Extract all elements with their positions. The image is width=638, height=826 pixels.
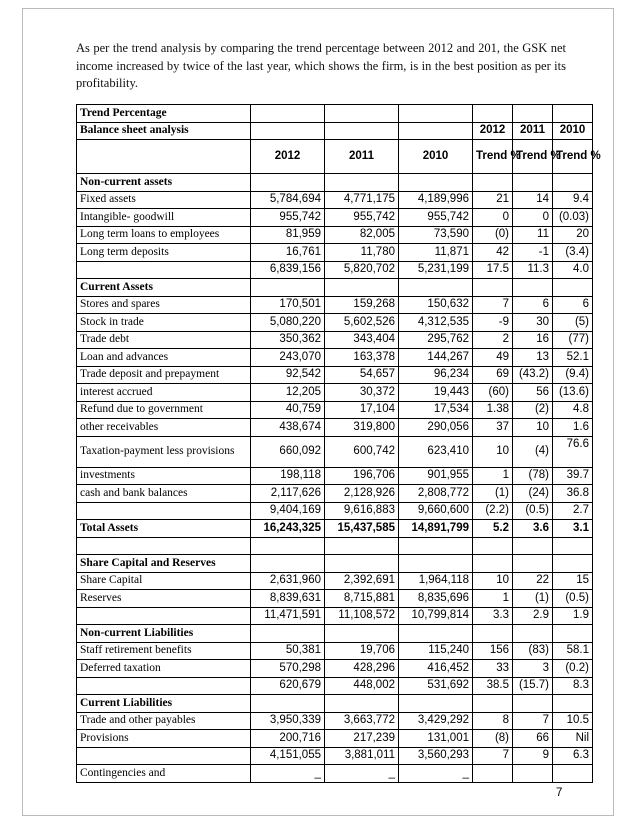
trend-cell: (3.4)	[553, 244, 593, 262]
trend-cell: 1.9	[553, 607, 593, 625]
value-cell: 10,799,814	[399, 607, 473, 625]
row-label	[77, 677, 251, 695]
trend-cell: (83)	[513, 642, 553, 660]
value-cell: 290,056	[399, 419, 473, 437]
value-cell: 3,950,339	[251, 712, 325, 730]
value-cell: 131,001	[399, 730, 473, 748]
trend-cell: 0	[513, 209, 553, 227]
trend-cell: (1)	[513, 590, 553, 608]
value-cell: 17,534	[399, 401, 473, 419]
trend-cell: (0.5)	[553, 590, 593, 608]
trend-cell: 6.3	[553, 747, 593, 765]
trend-cell: 10	[473, 572, 513, 590]
value-cell: 1,964,118	[399, 572, 473, 590]
value-cell: 50,381	[251, 642, 325, 660]
value-cell: 96,234	[399, 366, 473, 384]
page-number: 7	[556, 787, 563, 799]
value-cell: 3,429,292	[399, 712, 473, 730]
trend-cell: (15.7)	[513, 677, 553, 695]
section-label: Non-current assets	[77, 174, 251, 192]
trend-cell: 1.6	[553, 419, 593, 437]
trend-cell: 69	[473, 366, 513, 384]
value-cell: 8,839,631	[251, 590, 325, 608]
trend-cell: 17.5	[473, 261, 513, 279]
section-header-row	[77, 555, 593, 573]
table-subtitle: Balance sheet analysis	[77, 122, 251, 140]
trend-cell	[473, 765, 513, 783]
value-cell: 8,835,696	[399, 590, 473, 608]
value-cell: 2,128,926	[325, 485, 399, 503]
value-cell: _	[325, 765, 399, 783]
row-label: Contingencies and	[77, 765, 251, 783]
table-row	[77, 314, 593, 332]
section-header-row	[77, 279, 593, 297]
value-cell: 16,761	[251, 244, 325, 262]
table-row	[77, 677, 593, 695]
year-header: 2012	[251, 140, 325, 174]
trend-cell: 2	[473, 331, 513, 349]
value-cell: 14,891,799	[399, 520, 473, 538]
value-cell: 144,267	[399, 349, 473, 367]
row-label	[77, 747, 251, 765]
table-row	[77, 331, 593, 349]
value-cell: 343,404	[325, 331, 399, 349]
table-row	[77, 642, 593, 660]
value-cell: 159,268	[325, 296, 399, 314]
trend-cell: 7	[513, 712, 553, 730]
trend-cell: (2)	[513, 401, 553, 419]
trend-cell: 49	[473, 349, 513, 367]
value-cell: 30,372	[325, 384, 399, 402]
row-label: Long term deposits	[77, 244, 251, 262]
table-row	[77, 765, 593, 783]
trend-cell: 5.2	[473, 520, 513, 538]
table-row	[77, 419, 593, 437]
trend-cell: -1	[513, 244, 553, 262]
value-cell: 4,312,535	[399, 314, 473, 332]
trend-cell: (24)	[513, 485, 553, 503]
trend-cell: Nil	[553, 730, 593, 748]
section-label: Non-current Liabilities	[77, 625, 251, 643]
value-cell: 17,104	[325, 401, 399, 419]
trend-cell: 30	[513, 314, 553, 332]
trend-cell: (0)	[473, 226, 513, 244]
trend-cell: (0.5)	[513, 502, 553, 520]
row-label: investments	[77, 467, 251, 485]
section-label: Current Liabilities	[77, 695, 251, 713]
value-cell: 955,742	[399, 209, 473, 227]
trend-cell: 15	[553, 572, 593, 590]
trend-cell: 3.3	[473, 607, 513, 625]
value-cell: 11,780	[325, 244, 399, 262]
value-cell: 9,616,883	[325, 502, 399, 520]
value-cell: 448,002	[325, 677, 399, 695]
row-label: Intangible- goodwill	[77, 209, 251, 227]
trend-cell: 9.4	[553, 191, 593, 209]
value-cell: 3,560,293	[399, 747, 473, 765]
value-cell: _	[251, 765, 325, 783]
blank-row	[77, 537, 593, 555]
section-header-row	[77, 625, 593, 643]
value-cell: 955,742	[251, 209, 325, 227]
value-cell: 11,871	[399, 244, 473, 262]
trend-cell: (0.03)	[553, 209, 593, 227]
table-row	[77, 590, 593, 608]
value-cell: 319,800	[325, 419, 399, 437]
row-label: Refund due to government	[77, 401, 251, 419]
table-row	[77, 244, 593, 262]
row-label: Fixed assets	[77, 191, 251, 209]
table-row	[77, 660, 593, 678]
row-label: Trade debt	[77, 331, 251, 349]
trend-cell: (13.6)	[553, 384, 593, 402]
value-cell: 570,298	[251, 660, 325, 678]
trend-percentage-table	[76, 104, 601, 783]
value-cell: 115,240	[399, 642, 473, 660]
trend-cell: 52.1	[553, 349, 593, 367]
value-cell: 2,117,626	[251, 485, 325, 503]
value-cell: 163,378	[325, 349, 399, 367]
trend-cell: 58.1	[553, 642, 593, 660]
table-row	[77, 747, 593, 765]
trend-cell: (78)	[513, 467, 553, 485]
value-cell: 660,092	[251, 436, 325, 467]
value-cell: 3,663,772	[325, 712, 399, 730]
trend-cell: 16	[513, 331, 553, 349]
table-row	[77, 384, 593, 402]
trend-cell: 1	[473, 590, 513, 608]
table-row	[77, 607, 593, 625]
table-row	[77, 209, 593, 227]
trend-cell: 10	[513, 419, 553, 437]
trend-cell: 7	[473, 296, 513, 314]
value-cell: 5,784,694	[251, 191, 325, 209]
value-cell: 11,471,591	[251, 607, 325, 625]
trend-cell: (4)	[513, 436, 553, 467]
trend-cell: (1)	[473, 485, 513, 503]
value-cell: 531,692	[399, 677, 473, 695]
trend-cell: 42	[473, 244, 513, 262]
row-label: Share Capital	[77, 572, 251, 590]
value-cell: 8,715,881	[325, 590, 399, 608]
trend-cell: 9	[513, 747, 553, 765]
value-cell: 4,151,055	[251, 747, 325, 765]
row-label: Deferred taxation	[77, 660, 251, 678]
trend-cell: 39.7	[553, 467, 593, 485]
table-row	[77, 366, 593, 384]
value-cell: 955,742	[325, 209, 399, 227]
row-label: Trade and other payables	[77, 712, 251, 730]
value-cell: 6,839,156	[251, 261, 325, 279]
table-row	[77, 226, 593, 244]
trend-cell: (2.2)	[473, 502, 513, 520]
trend-cell: 1.38	[473, 401, 513, 419]
value-cell: 901,955	[399, 467, 473, 485]
table-row	[77, 730, 593, 748]
trend-cell: (77)	[553, 331, 593, 349]
trend-cell: (43.2)	[513, 366, 553, 384]
trend-cell: 66	[513, 730, 553, 748]
trend-cell: 0	[473, 209, 513, 227]
section-label: Current Assets	[77, 279, 251, 297]
trend-cell: 4.8	[553, 401, 593, 419]
value-cell: 620,679	[251, 677, 325, 695]
table-row	[77, 296, 593, 314]
row-label: other receivables	[77, 419, 251, 437]
year-header: 2010	[399, 140, 473, 174]
table-row	[77, 712, 593, 730]
row-label: Total Assets	[77, 520, 251, 538]
trend-cell: (0.2)	[553, 660, 593, 678]
trend-cell: 21	[473, 191, 513, 209]
value-cell: 92,542	[251, 366, 325, 384]
row-label: Long term loans to employees	[77, 226, 251, 244]
value-cell: 81,959	[251, 226, 325, 244]
trend-cell: (60)	[473, 384, 513, 402]
trend-cell: 14	[513, 191, 553, 209]
year-header-top: 2012	[473, 122, 513, 140]
value-cell: 623,410	[399, 436, 473, 467]
trend-cell: 11.3	[513, 261, 553, 279]
trend-cell: 33	[473, 660, 513, 678]
trend-cell: 3.1	[553, 520, 593, 538]
value-cell: 15,437,585	[325, 520, 399, 538]
year-header: 2011	[325, 140, 399, 174]
value-cell: 5,602,526	[325, 314, 399, 332]
row-label: Provisions	[77, 730, 251, 748]
total-row	[77, 520, 593, 538]
value-cell: 19,706	[325, 642, 399, 660]
trend-cell: 8	[473, 712, 513, 730]
row-label: Loan and advances	[77, 349, 251, 367]
trend-cell: 6	[553, 296, 593, 314]
table-row	[77, 349, 593, 367]
trend-cell: -9	[473, 314, 513, 332]
year-header-top: 2010	[553, 122, 593, 140]
trend-cell: 10.5	[553, 712, 593, 730]
value-cell: 2,631,960	[251, 572, 325, 590]
trend-cell: 4.0	[553, 261, 593, 279]
section-label: Share Capital and Reserves	[77, 555, 251, 573]
trend-cell: (8)	[473, 730, 513, 748]
row-label: Stores and spares	[77, 296, 251, 314]
table-subtitle-row	[77, 122, 593, 140]
trend-cell: 10	[473, 436, 513, 467]
value-cell: 3,881,011	[325, 747, 399, 765]
trend-cell: 38.5	[473, 677, 513, 695]
table-title-row	[77, 105, 593, 123]
trend-cell: 7	[473, 747, 513, 765]
trend-cell: 2.9	[513, 607, 553, 625]
trend-cell: 11	[513, 226, 553, 244]
value-cell: 200,716	[251, 730, 325, 748]
value-cell: 12,205	[251, 384, 325, 402]
trend-cell: 56	[513, 384, 553, 402]
trend-header: Trend %	[513, 140, 553, 174]
table-row	[77, 436, 593, 467]
column-header-row	[77, 140, 593, 174]
value-cell: 73,590	[399, 226, 473, 244]
table-title: Trend Percentage	[77, 105, 251, 123]
row-label: Staff retirement benefits	[77, 642, 251, 660]
trend-header: Trend %	[473, 140, 513, 174]
value-cell: 5,231,199	[399, 261, 473, 279]
value-cell: 40,759	[251, 401, 325, 419]
trend-cell: (5)	[553, 314, 593, 332]
value-cell: 4,189,996	[399, 191, 473, 209]
trend-cell: 22	[513, 572, 553, 590]
trend-cell: 3	[513, 660, 553, 678]
value-cell: 4,771,175	[325, 191, 399, 209]
value-cell: 9,404,169	[251, 502, 325, 520]
trend-cell: 20	[553, 226, 593, 244]
trend-cell: 36.8	[553, 485, 593, 503]
table-row	[77, 191, 593, 209]
value-cell: 438,674	[251, 419, 325, 437]
table-row	[77, 401, 593, 419]
trend-cell: 8.3	[553, 677, 593, 695]
value-cell: 196,706	[325, 467, 399, 485]
value-cell: 150,632	[399, 296, 473, 314]
value-cell: 16,243,325	[251, 520, 325, 538]
section-header-row	[77, 695, 593, 713]
value-cell: 19,443	[399, 384, 473, 402]
trend-cell: 6	[513, 296, 553, 314]
trend-cell: 1	[473, 467, 513, 485]
value-cell: 2,392,691	[325, 572, 399, 590]
value-cell: 82,005	[325, 226, 399, 244]
row-label: Taxation-payment less provisions	[77, 436, 251, 467]
value-cell: 243,070	[251, 349, 325, 367]
section-header-row	[77, 174, 593, 192]
year-header-top: 2011	[513, 122, 553, 140]
intro-paragraph: As per the trend analysis by comparing the trend percentage between 2012 and 201, the GSK net income increased by twice of the last year, which shows the firm, is in the best position as per its profitability.	[76, 41, 566, 90]
value-cell: 5,820,702	[325, 261, 399, 279]
table-row	[77, 485, 593, 503]
row-label	[77, 502, 251, 520]
row-label: Trade deposit and prepayment	[77, 366, 251, 384]
trend-cell: 3.6	[513, 520, 553, 538]
value-cell: 170,501	[251, 296, 325, 314]
value-cell: 5,080,220	[251, 314, 325, 332]
trend-cell: 37	[473, 419, 513, 437]
row-label: Reserves	[77, 590, 251, 608]
table-row	[77, 572, 593, 590]
value-cell: 11,108,572	[325, 607, 399, 625]
value-cell: 217,239	[325, 730, 399, 748]
table-row	[77, 261, 593, 279]
value-cell: 9,660,600	[399, 502, 473, 520]
value-cell: 600,742	[325, 436, 399, 467]
trend-header: Trend %	[553, 140, 593, 174]
row-label: Stock in trade	[77, 314, 251, 332]
value-cell: 2,808,772	[399, 485, 473, 503]
trend-cell: 156	[473, 642, 513, 660]
trend-cell	[513, 765, 553, 783]
table-row	[77, 502, 593, 520]
row-label: cash and bank balances	[77, 485, 251, 503]
value-cell: _	[399, 765, 473, 783]
row-label	[77, 261, 251, 279]
value-cell: 198,118	[251, 467, 325, 485]
trend-cell: (9.4)	[553, 366, 593, 384]
value-cell: 416,452	[399, 660, 473, 678]
value-cell: 350,362	[251, 331, 325, 349]
trend-cell: 76.6	[553, 436, 593, 467]
trend-cell: 13	[513, 349, 553, 367]
value-cell: 54,657	[325, 366, 399, 384]
trend-cell	[553, 765, 593, 783]
value-cell: 428,296	[325, 660, 399, 678]
row-label	[77, 607, 251, 625]
row-label: interest accrued	[77, 384, 251, 402]
trend-cell: 2.7	[553, 502, 593, 520]
table-row	[77, 467, 593, 485]
value-cell: 295,762	[399, 331, 473, 349]
